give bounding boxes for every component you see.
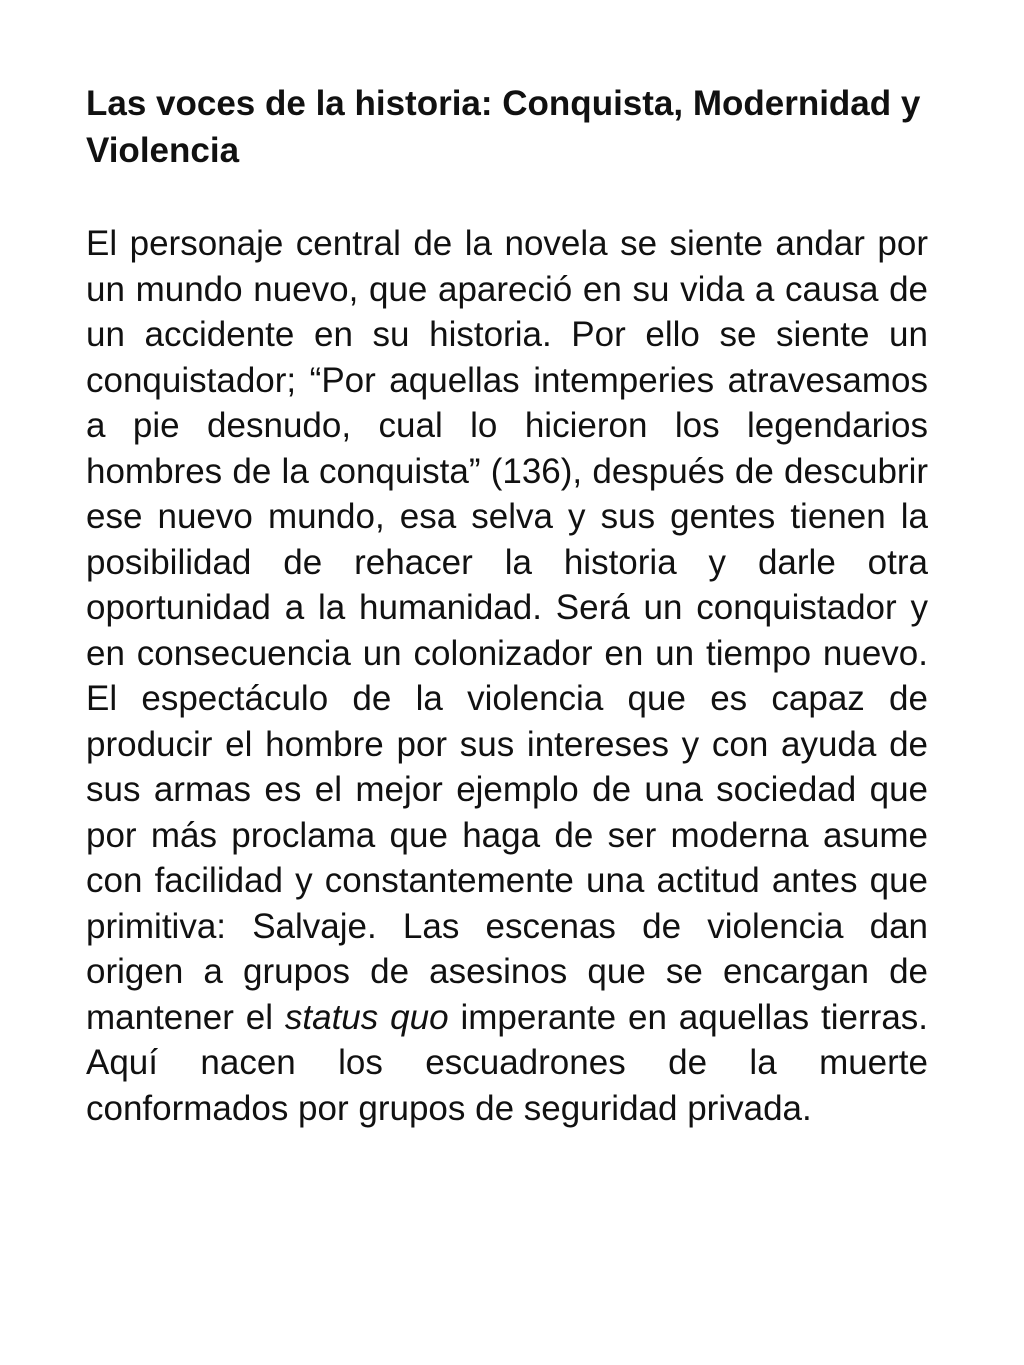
- document-title: Las voces de la historia: Conquista, Modernidad y Violencia: [86, 84, 921, 170]
- body-paragraph: [86, 221, 928, 1131]
- paragraph-text-start: El personaje central de la novela se siente andar por un mundo nuevo, que apareció en su vida a causa de un accidente en su historia. Por ello se siente un conquistador; “Por aquellas intemperies atravesamos a pie desnudo, cual lo hicieron los legendarios hombres de la conquista” (136), después de descubrir ese nuevo mundo, esa selva y sus gentes tienen la posibilidad de rehacer la historia y darle otra oportunidad a la humanidad. Será un conquistador y en consecuencia un colonizador en un tiempo nuevo. El espectáculo de la violencia que es capaz de producir el hombre por sus intereses y con ayuda de sus armas es el mejor ejemplo de una sociedad que por más proclama que haga de ser moderna asume con facilidad y constantemente una actitud antes que primitiva: Salvaje. Las escenas de violencia dan origen a grupos de asesinos que se encargan de mantener el: [86, 224, 928, 1037]
- italic-term-status-quo: status quo: [284, 997, 449, 1037]
- paragraph-text-end: imperante en aquellas tierras. Aquí nacen los escuadrones de la muerte conformados por grupos de seguridad privada.: [86, 997, 929, 1128]
- document-page: [86, 80, 928, 1131]
